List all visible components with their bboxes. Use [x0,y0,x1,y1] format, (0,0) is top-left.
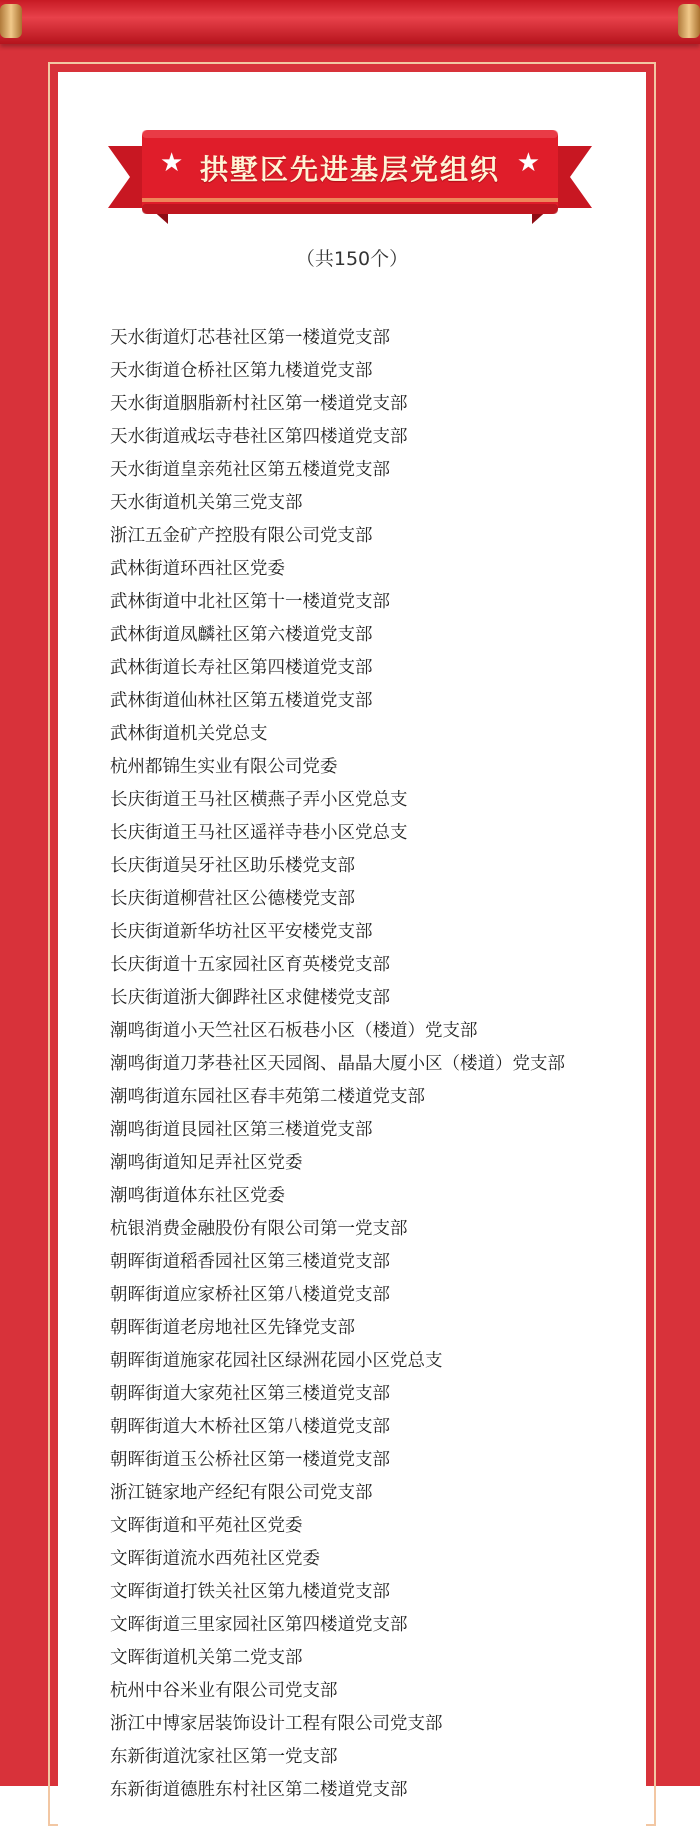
list-item: 朝晖街道老房地社区先锋党支部 [110,1318,355,1338]
list-item: 长庆街道吴牙社区助乐楼党支部 [110,856,355,876]
list-item: 浙江链家地产经纪有限公司党支部 [110,1483,373,1503]
list-item: 天水街道仓桥社区第九楼道党支部 [110,361,373,381]
list-item: 潮鸣街道东园社区春丰苑第二楼道党支部 [110,1087,425,1107]
title-banner [108,124,592,230]
list-item: 朝晖街道稻香园社区第三楼道党支部 [110,1252,390,1272]
list-item: 武林街道机关党总支 [110,724,268,744]
list-item: 杭州中谷米业有限公司党支部 [110,1681,338,1701]
page-title: 拱墅区先进基层党组织 [199,153,500,186]
star-icon-right: ★ [516,148,540,178]
list-item: 潮鸣街道刀茅巷社区天园阁、晶晶大厦小区（楼道）党支部 [110,1054,565,1074]
list-item: 杭州都锦生实业有限公司党委 [110,757,338,777]
list-item: 文晖街道流水西苑社区党委 [110,1549,320,1569]
list-item: 长庆街道浙大御跸社区求健楼党支部 [110,988,390,1008]
list-item: 朝晖街道大家苑社区第三楼道党支部 [110,1384,390,1404]
list-item: 潮鸣街道小天竺社区石板巷小区（楼道）党支部 [110,1021,478,1041]
list-item: 文晖街道三里家园社区第四楼道党支部 [110,1615,408,1635]
list-item: 长庆街道王马社区横燕子弄小区党总支 [110,790,408,810]
list-item: 长庆街道十五家园社区育英楼党支部 [110,955,390,975]
star-icon-left: ★ [160,148,184,178]
list-item: 长庆街道新华坊社区平安楼党支部 [110,922,373,942]
list-item: 武林街道环西社区党委 [110,559,285,579]
list-item: 朝晖街道应家桥社区第八楼道党支部 [110,1285,390,1305]
list-item: 天水街道戒坛寺巷社区第四楼道党支部 [110,427,408,447]
list-item: 天水街道皇亲苑社区第五楼道党支部 [110,460,390,480]
organization-count: （共150个） [295,248,409,270]
list-item: 潮鸣街道艮园社区第三楼道党支部 [110,1120,373,1140]
list-item: 朝晖街道施家花园社区绿洲花园小区党总支 [110,1351,443,1371]
list-item: 文晖街道和平苑社区党委 [110,1516,303,1536]
list-item: 天水街道胭脂新村社区第一楼道党支部 [110,394,408,414]
list-item: 文晖街道打铁关社区第九楼道党支部 [110,1582,390,1602]
scroll-top-roller [0,0,700,44]
list-item: 天水街道机关第三党支部 [110,493,303,513]
list-item: 武林街道凤麟社区第六楼道党支部 [110,625,373,645]
list-item: 武林街道中北社区第十一楼道党支部 [110,592,390,612]
list-item: 浙江五金矿产控股有限公司党支部 [110,526,373,546]
list-item: 武林街道仙林社区第五楼道党支部 [110,691,373,711]
list-item: 潮鸣街道体东社区党委 [110,1186,285,1206]
roller-left-cap [0,4,22,38]
organization-list [110,322,565,1807]
list-item: 杭银消费金融股份有限公司第一党支部 [110,1219,408,1239]
list-item: 东新街道沈家社区第一党支部 [110,1747,338,1767]
list-item: 长庆街道柳营社区公德楼党支部 [110,889,355,909]
list-item: 朝晖街道大木桥社区第八楼道党支部 [110,1417,390,1437]
list-item: 浙江中博家居装饰设计工程有限公司党支部 [110,1714,443,1734]
list-item: 天水街道灯芯巷社区第一楼道党支部 [110,328,390,348]
roller-right-cap [678,4,700,38]
list-item: 潮鸣街道知足弄社区党委 [110,1153,303,1173]
list-item: 文晖街道机关第二党支部 [110,1648,303,1668]
list-item: 长庆街道王马社区遥祥寺巷小区党总支 [110,823,408,843]
list-item: 朝晖街道玉公桥社区第一楼道党支部 [110,1450,390,1470]
list-item: 东新街道德胜东村社区第二楼道党支部 [110,1780,408,1800]
list-item: 武林街道长寿社区第四楼道党支部 [110,658,373,678]
